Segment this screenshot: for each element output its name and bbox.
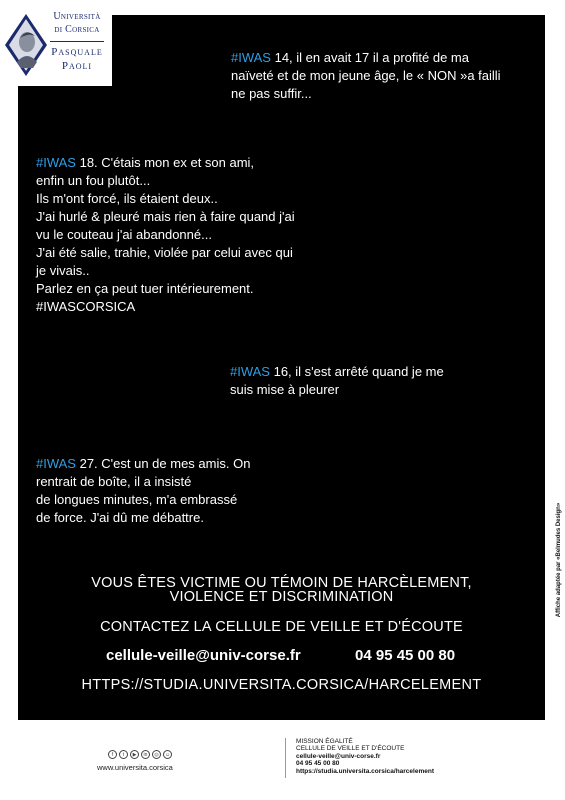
- hashtag: #IWAS: [36, 155, 76, 170]
- cta-heading-line1: VOUS ÊTES VICTIME OU TÉMOIN DE HARCÈLEMENT,: [91, 575, 472, 591]
- testimony-2: [36, 154, 336, 316]
- testimony-3: [230, 363, 530, 399]
- website-link[interactable]: www.universita.corsica: [97, 763, 173, 772]
- testimony-text: 16, il s'est arrêté quand je me suis mise à pleurer: [230, 364, 444, 397]
- snapchat-icon[interactable]: ☺: [164, 752, 171, 758]
- testimony-text: 14, il en avait 17 il a profité de ma naïveté et de mon jeune âge, le « NON »a failli ne pas suffir...: [231, 50, 501, 101]
- cta-phone-number: 04 95 45 00 80: [355, 647, 456, 664]
- twitter-icon[interactable]: t: [119, 750, 128, 759]
- hashtag: #IWAS: [231, 50, 271, 65]
- cta-heading-line2: VIOLENCE ET DISCRIMINATION: [169, 589, 394, 605]
- testimony-1: [231, 49, 531, 103]
- footer-mission: MISSION ÉGALITÉ: [296, 738, 353, 745]
- footer-email[interactable]: cellule-veille@univ-corse.fr: [296, 752, 381, 760]
- instagram-icon[interactable]: ◎: [152, 750, 161, 759]
- design-credit: Affiche adaptée par «Belmudes Design»: [556, 502, 562, 618]
- logo-text-line1: Università: [53, 11, 101, 22]
- paoli-portrait-emblem: [5, 14, 47, 76]
- logo-divider: [50, 41, 104, 42]
- testimony-text: 27. C'est un de mes amis. On rentrait de boîte, il a insisté de longues minutes, m'a embrassé de force. J'ai dû me débattre.: [36, 456, 251, 525]
- cta-email-link[interactable]: cellule-veille@univ-corse.fr: [106, 647, 301, 664]
- logo-text-line2: di Corsica: [54, 24, 100, 35]
- facebook-icon[interactable]: f: [108, 750, 117, 759]
- testimony-text: 18. C'étais mon ex et son ami, enfin un fou plutôt... Ils m'ont forcé, ils étaient deux.. J'ai hurlé & pleuré mais rien à faire quand j'ai vu le couteau j'ai abandonné... J'ai été salie, trahie, violée par celui avec qui je vivais.. Parlez en ça peut tuer intérieurement. #IWASCORSICA: [36, 155, 295, 314]
- footer-contact-block: [296, 738, 434, 775]
- cta-contact-heading: CONTACTEZ LA CELLULE DE VEILLE ET D'ÉCOUTE: [100, 619, 463, 635]
- footer-url[interactable]: https://studia.universita.corsica/harcelement: [296, 767, 434, 775]
- linkedin-icon[interactable]: in: [141, 750, 150, 759]
- social-icons: [108, 750, 172, 759]
- footer-phone: 04 95 45 00 80: [296, 760, 340, 768]
- university-logo: [0, 0, 112, 86]
- logo-text-line3: Pasquale: [51, 46, 103, 58]
- hashtag: #IWAS: [36, 456, 76, 471]
- testimony-4: [36, 455, 296, 527]
- youtube-icon[interactable]: ▶: [130, 750, 139, 759]
- footer-divider: [285, 738, 286, 778]
- cta-url-link[interactable]: HTTPS://STUDIA.UNIVERSITA.CORSICA/HARCELEMENT: [81, 677, 482, 693]
- footer-cell: CELLULE DE VEILLE ET D'ÉCOUTE: [296, 745, 405, 753]
- logo-text-line4: Paoli: [61, 60, 93, 72]
- hashtag: #IWAS: [230, 364, 270, 379]
